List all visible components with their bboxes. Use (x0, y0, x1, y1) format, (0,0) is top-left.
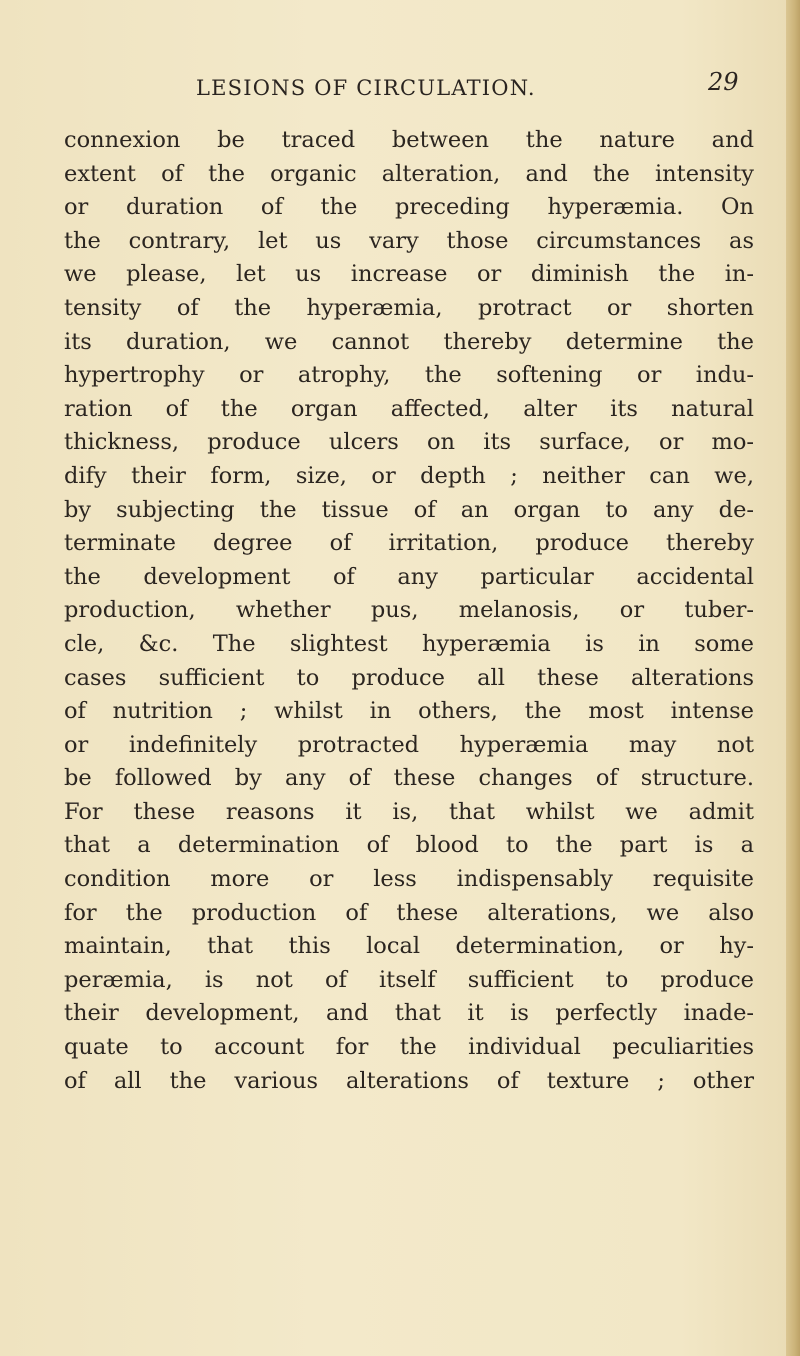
text-line: thickness, produce ulcers on its surface, or mo- (64, 429, 754, 456)
text-line: extent of the organic alteration, and the intensity (64, 160, 754, 187)
running-head: LESIONS OF CIRCULATION. (196, 76, 536, 100)
text-line: cases sufficient to produce all these alterations (64, 664, 754, 691)
text-line: the development of any particular accidental (64, 563, 754, 590)
page-header (0, 68, 800, 116)
body-text (64, 124, 754, 1098)
text-line: peræmia, is not of itself sufficient to produce (64, 966, 754, 993)
page-number: 29 (708, 68, 739, 96)
text-line: for the production of these alterations, we also (64, 899, 754, 926)
text-line: be followed by any of these changes of structure. (64, 765, 754, 792)
text-line: For these reasons it is, that whilst we admit (64, 798, 754, 825)
text-line: condition more or less indispensably requisite (64, 866, 754, 893)
text-line: or indefinitely protracted hyperæmia may not (64, 731, 754, 758)
text-line: ration of the organ affected, alter its natural (64, 395, 754, 422)
text-line: production, whether pus, melanosis, or tuber- (64, 597, 754, 624)
text-line: connexion be traced between the nature and (64, 127, 754, 153)
text-line: quate to account for the individual peculiarities (64, 1034, 754, 1061)
text-line: or duration of the preceding hyperæmia. On (64, 194, 754, 221)
text-line: their development, and that it is perfectly inade- (64, 1000, 754, 1027)
text-line: of all the various alterations of texture ; other (64, 1067, 754, 1094)
text-line: tensity of the hyperæmia, protract or shorten (64, 294, 754, 321)
text-line: we please, let us increase or diminish the in- (64, 261, 754, 288)
text-line: terminate degree of irritation, produce thereby (64, 530, 754, 557)
text-line: that a determination of blood to the part is a (64, 832, 754, 859)
text-line: the contrary, let us vary those circumstances as (64, 227, 754, 254)
text-line: of nutrition ; whilst in others, the most intense (64, 698, 754, 725)
page-edge (786, 0, 800, 1356)
text-line: by subjecting the tissue of an organ to any de- (64, 496, 754, 523)
text-line: hypertrophy or atrophy, the softening or indu- (64, 362, 754, 389)
text-line: dify their form, size, or depth ; neither can we, (64, 462, 754, 489)
text-line: cle, &c. The slightest hyperæmia is in some (64, 630, 754, 657)
text-line: maintain, that this local determination, or hy- (64, 933, 754, 960)
text-line: its duration, we cannot thereby determine the (64, 328, 754, 355)
